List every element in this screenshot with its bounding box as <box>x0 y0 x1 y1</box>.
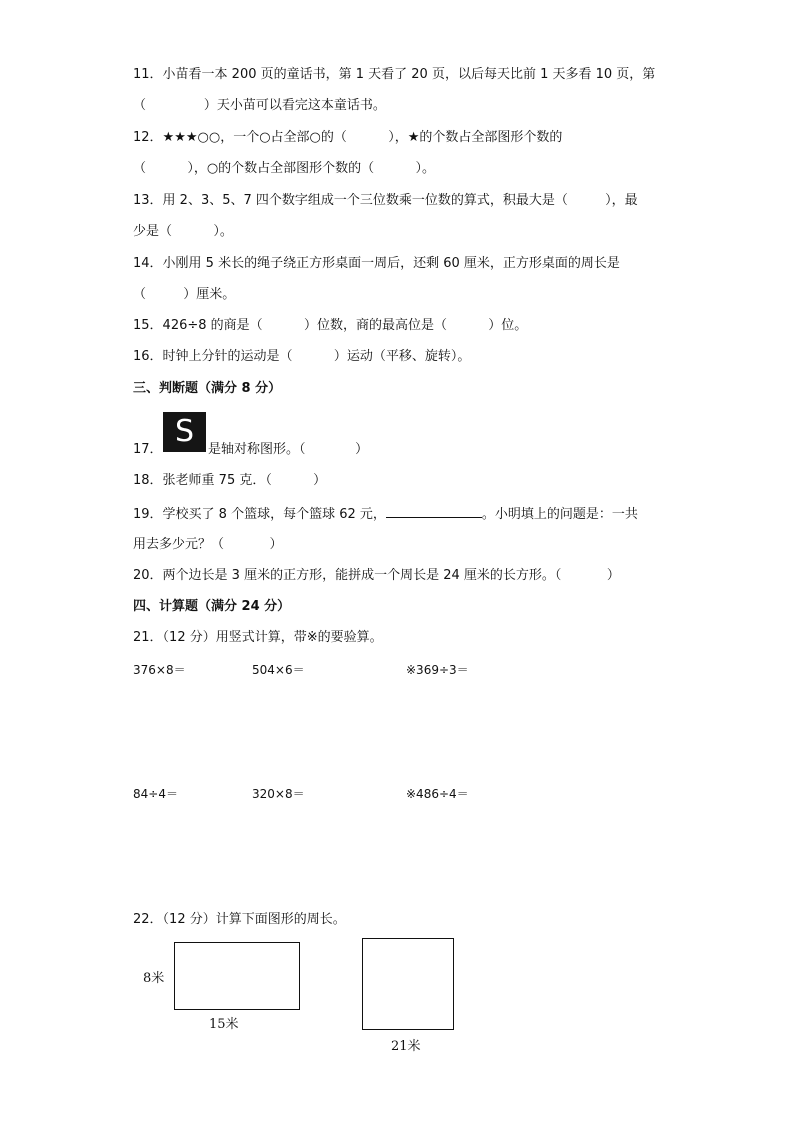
calc-84div4: 84÷4＝ <box>133 787 178 801</box>
q17-number: 17． <box>133 442 163 457</box>
q11-line2: （ ）天小苗可以看完这本童话书。 <box>133 98 386 113</box>
rect-width-label: 15米 <box>209 1017 239 1032</box>
calc-376x8: 376×8＝ <box>133 663 186 677</box>
square-side-label: 21米 <box>391 1039 421 1054</box>
q20-line: 20．两个边长是 3 厘米的正方形，能拼成一个周长是 24 厘米的长方形。（ ） <box>133 568 620 583</box>
q13-line2: 少是（ ）。 <box>133 224 233 239</box>
calc-320x8: 320×8＝ <box>252 787 305 801</box>
q19-line2: 用去多少元？（ ） <box>133 537 283 552</box>
square-figure <box>362 938 454 1030</box>
q19-line1-b: 。小明填上的问题是：一共 <box>481 507 638 522</box>
section-4-heading: 四、计算题（满分 24 分） <box>133 599 291 614</box>
calc-504x6: 504×6＝ <box>252 663 305 677</box>
q15-line: 15．426÷8 的商是（ ）位数，商的最高位是（ ）位。 <box>133 318 528 333</box>
q11-line1: 11．小苗看一本 200 页的童话书，第 1 天看了 20 页，以后每天比前 1 天多看 10 页，第 <box>133 67 656 82</box>
q14-line2: （ ）厘米。 <box>133 287 236 302</box>
q22-title: 22．（12 分）计算下面图形的周长。 <box>133 912 346 927</box>
q12-line1: 12．★★★○○，一个○占全部○的（ ），★的个数占全部图形个数的 <box>133 130 563 145</box>
q19-line1 <box>133 505 638 524</box>
q14-line1: 14．小刚用 5 米长的绳子绕正方形桌面一周后，还剩 60 厘米，正方形桌面的周长是 <box>133 256 620 271</box>
q19-line1-a: 19．学校买了 8 个篮球，每个篮球 62 元， <box>133 507 386 522</box>
q17-text: 是轴对称图形。（ ） <box>208 442 369 457</box>
section-3-heading: 三、判断题（满分 8 分） <box>133 381 282 396</box>
q18-line: 18．张老师重 75 克．（ ） <box>133 473 327 488</box>
calc-369div3: ※369÷3＝ <box>406 663 469 677</box>
q21-title: 21．（12 分）用竖式计算，带※的要验算。 <box>133 630 383 645</box>
calc-486div4: ※486÷4＝ <box>406 787 469 801</box>
rect-height-label: 8米 <box>143 971 165 986</box>
answer-blank <box>386 505 482 518</box>
q12-line2: （ ），○的个数占全部图形个数的（ ）。 <box>133 161 435 176</box>
q16-line: 16．时钟上分针的运动是（ ）运动（平移、旋转）。 <box>133 349 471 364</box>
rectangle-figure <box>174 942 300 1010</box>
q13-line1: 13．用 2、3、5、7 四个数字组成一个三位数乘一位数的算式，积最大是（ ），最 <box>133 193 638 208</box>
letter-s-image: S <box>163 412 206 452</box>
